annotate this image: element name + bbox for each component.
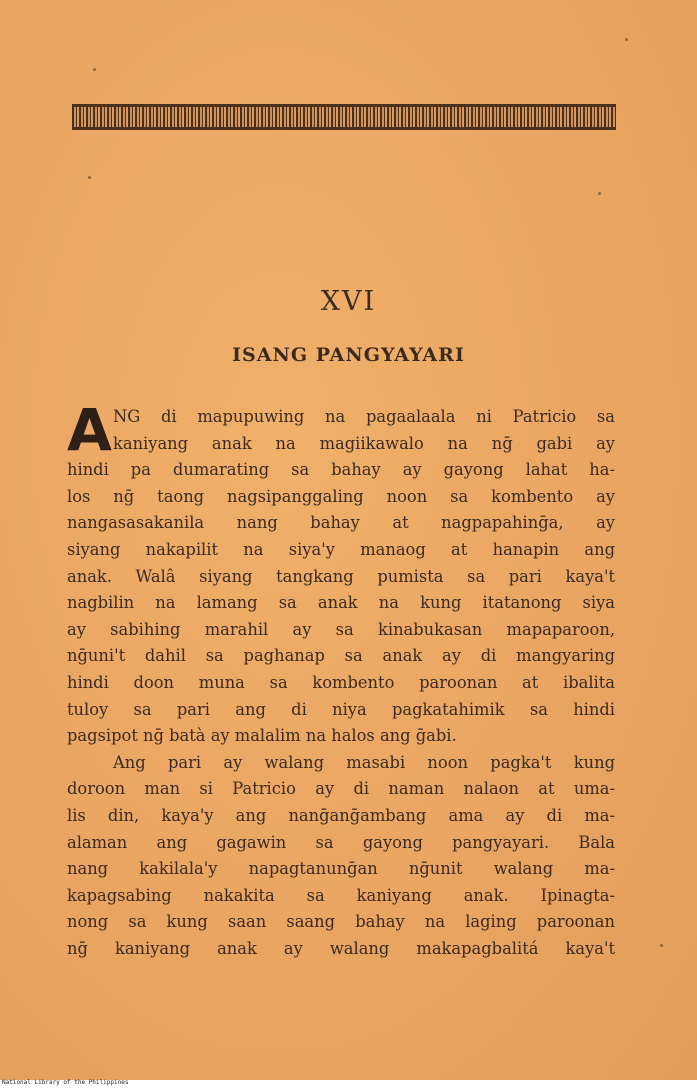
text-line: lis din, kaya'y ang nanḡanḡambang ama ay di ma- (67, 805, 615, 825)
paper-speck (93, 68, 96, 71)
text-line: tuloy sa pari ang di niya pagkatahimik sa hindi (67, 699, 615, 719)
drop-cap: A (67, 396, 112, 464)
text-line: pagsipot nḡ batà ay malalim na halos ang ḡabi. (67, 726, 457, 746)
chapter-number: XVI (320, 286, 377, 317)
text-line: nagbilin na lamang sa anak na kung itatanong siya (67, 593, 615, 613)
text-line: hindi doon muna sa kombento paroonan at ibalita (67, 672, 615, 692)
chapter-title: ISANG PANGYAYARI (232, 344, 465, 366)
text-line: NG di mapupuwing na pagaalaala ni Patricio sa (113, 407, 615, 426)
text-line: Ang pari ay walang masabi noon pagka't kung (113, 752, 615, 772)
text-line: siyang nakapilit na siya'y manaog at hanapin ang (67, 539, 615, 559)
text-line: kaniyang anak na magiikawalo na nḡ gabi ay (113, 433, 615, 453)
paper-speck (660, 944, 663, 947)
text-line: los nḡ taong nagsipanggaling noon sa kombento ay (67, 486, 615, 506)
text-line: nong sa kung saan saang bahay na laging paroonan (67, 912, 615, 932)
library-credit: National Library of the Philippines (2, 1079, 129, 1086)
decorative-header-band (72, 104, 616, 130)
text-line: anak. Walâ siyang tangkang pumista sa pari kaya't (67, 566, 615, 586)
text-line: nḡuni't dahil sa paghanap sa anak ay di mangyaring (67, 646, 615, 666)
paper-speck (598, 192, 601, 195)
text-line: nḡ kaniyang anak ay walang makapagbalitá kaya't (67, 938, 615, 958)
body-text (67, 396, 615, 962)
text-line: alaman ang gagawin sa gayong pangyayari. Bala (67, 832, 615, 852)
paper-speck (625, 38, 628, 41)
text-line: kapagsabing nakakita sa kaniyang anak. Ipinagta- (67, 885, 615, 905)
text-line: nang kakilala'y napagtanunḡan nḡunit walang ma- (67, 859, 615, 879)
text-line: doroon man si Patricio ay di naman nalaon at uma- (67, 779, 615, 799)
paper-speck (88, 176, 91, 179)
text-line: nangasasakanila nang bahay at nagpapahinḡa, ay (67, 513, 615, 533)
text-line: hindi pa dumarating sa bahay ay gayong lahat ha- (67, 460, 615, 480)
text-line: ay sabihing marahil ay sa kinabukasan mapaparoon, (67, 619, 615, 639)
